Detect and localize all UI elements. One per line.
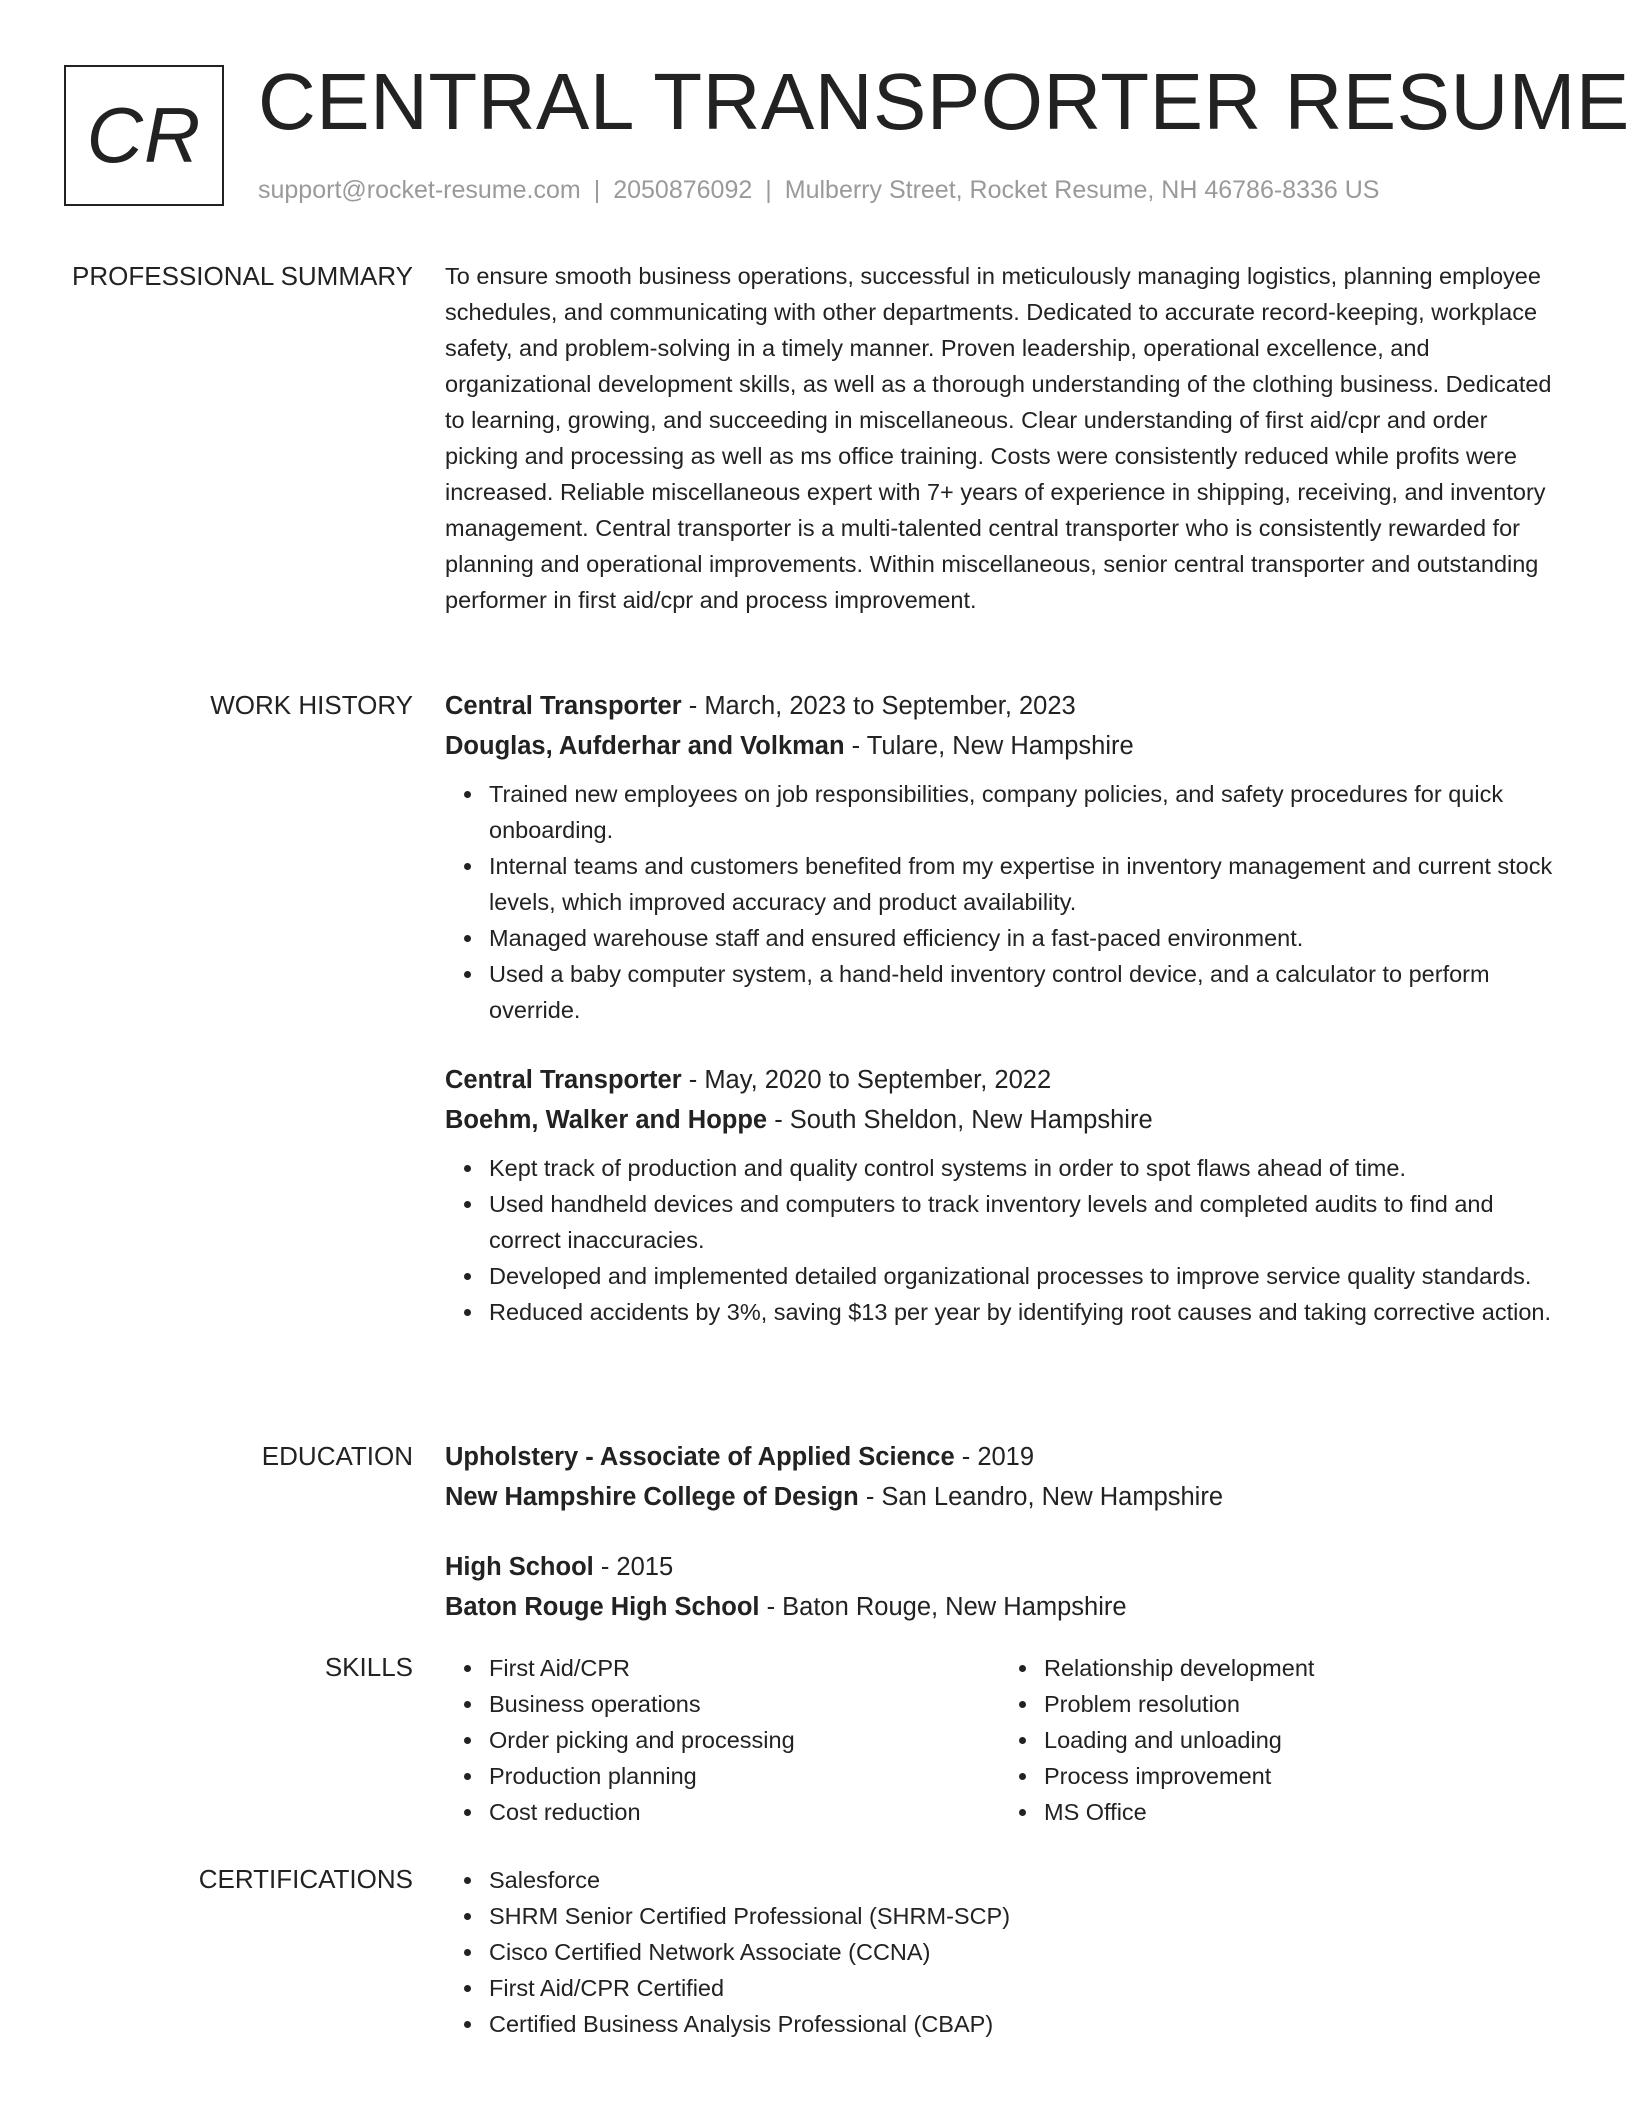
- education-body: [445, 1437, 1555, 1627]
- list-item: Problem resolution: [1044, 1686, 1555, 1722]
- skills-grid: [445, 1650, 1555, 1830]
- job-role: Central Transporter: [445, 1066, 682, 1094]
- summary-text: To ensure smooth business operations, successful in meticulously managing logistics, planning employee schedules, and communicating with other departments. Dedicated to accurate record-keeping, workplace safety, and problem-solving in a timely manner. Proven leadership, operational excellence, and organizational development skills, as well as a thorough understanding of the clothing business. Dedicated to learning, growing, and succeeding in miscellaneous. Clear understanding of first aid/cpr and order picking and processing as well as ms office training. Costs were consistently reduced while profits were increased. Reliable miscellaneous expert with 7+ years of experience in shipping, receiving, and inventory management. Central transporter is a multi-talented central transporter who is consistently rewarded for planning and operational improvements. Within miscellaneous, senior central transporter and outstanding performer in first aid/cpr and process improvement.: [445, 263, 1552, 613]
- job-company-line: [445, 726, 1555, 766]
- degree-year: - 2015: [593, 1553, 674, 1581]
- job-bullets: [445, 776, 1555, 1028]
- list-item: Managed warehouse staff and ensured efficiency in a fast-paced environment.: [489, 920, 1555, 956]
- job-location: - South Sheldon, New Hampshire: [767, 1106, 1153, 1134]
- degree-name: High School: [445, 1553, 594, 1581]
- certifications-body: [445, 1862, 1555, 2042]
- contact-email[interactable]: support@rocket-resume.com: [258, 176, 581, 204]
- skills-list-left: [445, 1650, 1000, 1830]
- degree-line: [445, 1547, 1555, 1587]
- certifications-list: [445, 1862, 1555, 2042]
- job-dates: - May, 2020 to September, 2022: [681, 1066, 1052, 1094]
- work-history-heading: WORK HISTORY: [210, 690, 413, 720]
- list-item: Trained new employees on job responsibilities, company policies, and safety procedures for quick onboarding.: [489, 776, 1555, 848]
- degree-name: Upholstery - Associate of Applied Science: [445, 1443, 955, 1471]
- list-item: First Aid/CPR Certified: [489, 1970, 1555, 2006]
- education-entry: [445, 1437, 1555, 1517]
- job-title-line: [445, 686, 1555, 726]
- list-item: Production planning: [489, 1758, 1000, 1794]
- skills-list-right: [1000, 1650, 1555, 1830]
- summary-heading: PROFESSIONAL SUMMARY: [72, 261, 413, 291]
- list-item: Reduced accidents by 3%, saving $13 per year by identifying root causes and taking corrective action.: [489, 1294, 1555, 1330]
- list-item: Used a baby computer system, a hand-held inventory control device, and a calculator to perform override.: [489, 956, 1555, 1028]
- list-item: Process improvement: [1044, 1758, 1555, 1794]
- job-role: Central Transporter: [445, 692, 682, 720]
- list-item: Internal teams and customers benefited from my expertise in inventory management and current stock levels, which improved accuracy and product availability.: [489, 848, 1555, 920]
- list-item: Salesforce: [489, 1862, 1555, 1898]
- job-title-line: [445, 1060, 1555, 1100]
- job-company: Boehm, Walker and Hoppe: [445, 1106, 768, 1134]
- list-item: MS Office: [1044, 1794, 1555, 1830]
- list-item: Kept track of production and quality control systems in order to spot flaws ahead of time.: [489, 1150, 1555, 1186]
- contact-address: Mulberry Street, Rocket Resume, NH 46786-8336 US: [784, 176, 1380, 204]
- list-item: Cost reduction: [489, 1794, 1000, 1830]
- contact-separator: |: [765, 176, 772, 204]
- school-name: Baton Rouge High School: [445, 1593, 760, 1621]
- degree-year: - 2019: [954, 1443, 1035, 1471]
- job-company: Douglas, Aufderhar and Volkman: [445, 732, 845, 760]
- school-line: [445, 1587, 1555, 1627]
- list-item: Used handheld devices and computers to track inventory levels and completed audits to find and correct inaccuracies.: [489, 1186, 1555, 1258]
- list-item: Loading and unloading: [1044, 1722, 1555, 1758]
- list-item: First Aid/CPR: [489, 1650, 1000, 1686]
- school-name: New Hampshire College of Design: [445, 1483, 859, 1511]
- school-location: - Baton Rouge, New Hampshire: [759, 1593, 1127, 1621]
- list-item: Certified Business Analysis Professional (CBAP): [489, 2006, 1555, 2042]
- job-location: - Tulare, New Hampshire: [844, 732, 1134, 760]
- contact-line: [258, 174, 1379, 206]
- job-entry: [445, 686, 1555, 1028]
- list-item: Business operations: [489, 1686, 1000, 1722]
- summary-body: [445, 258, 1555, 618]
- contact-separator: |: [593, 176, 601, 204]
- education-heading: EDUCATION: [261, 1441, 413, 1471]
- list-item: Relationship development: [1044, 1650, 1555, 1686]
- job-company-line: [445, 1100, 1555, 1140]
- list-item: SHRM Senior Certified Professional (SHRM-SCP): [489, 1898, 1555, 1934]
- job-dates: - March, 2023 to September, 2023: [681, 692, 1076, 720]
- job-entry: [445, 1060, 1555, 1330]
- list-item: Developed and implemented detailed organizational processes to improve service quality standards.: [489, 1258, 1555, 1294]
- contact-phone[interactable]: 2050876092: [613, 176, 753, 204]
- certifications-heading: CERTIFICATIONS: [198, 1864, 413, 1894]
- job-bullets: [445, 1150, 1555, 1330]
- skills-heading: SKILLS: [324, 1652, 413, 1682]
- education-entry: [445, 1547, 1555, 1627]
- degree-line: [445, 1437, 1555, 1477]
- school-line: [445, 1477, 1555, 1517]
- school-location: - San Leandro, New Hampshire: [858, 1483, 1224, 1511]
- resume-title: CENTRAL TRANSPORTER RESUME: [258, 57, 1630, 146]
- work-history-body: [445, 686, 1555, 1330]
- list-item: Order picking and processing: [489, 1722, 1000, 1758]
- monogram: CR: [64, 65, 224, 206]
- skills-body: [445, 1650, 1555, 1830]
- list-item: Cisco Certified Network Associate (CCNA): [489, 1934, 1555, 1970]
